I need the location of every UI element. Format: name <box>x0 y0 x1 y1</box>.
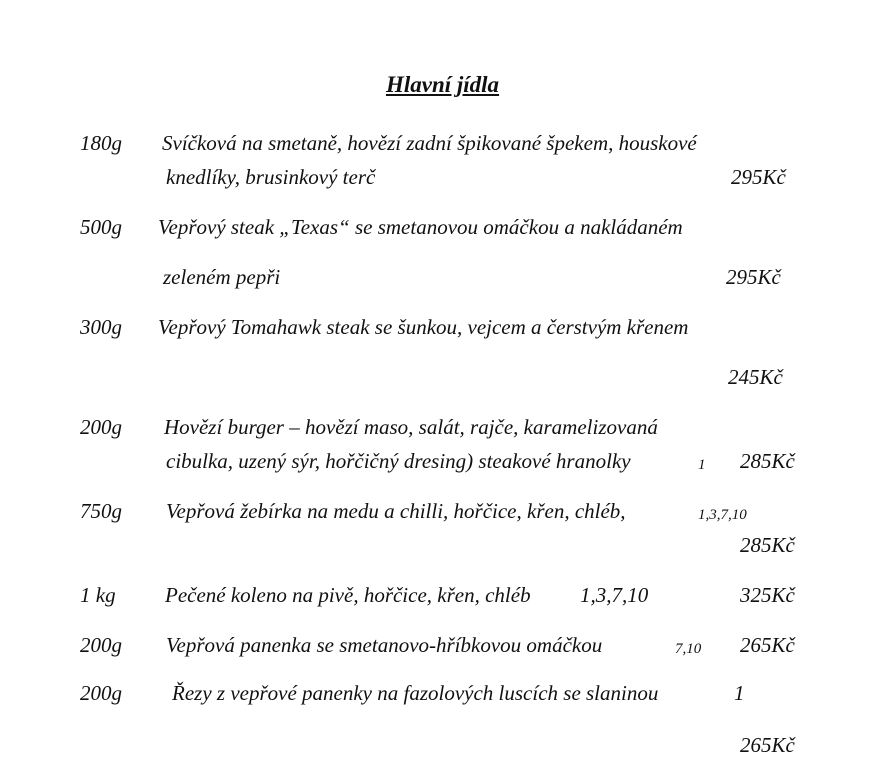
item-weight: 180g <box>80 131 122 155</box>
item-allergens: 1 <box>734 681 745 705</box>
item-weight: 750g <box>80 499 122 523</box>
item-price: 245Kč <box>728 365 783 389</box>
item-weight: 200g <box>80 415 122 439</box>
item-description-line2: knedlíky, brusinkový terč <box>166 165 376 189</box>
item-description-line1: Pečené koleno na pivě, hořčice, křen, chléb <box>165 583 531 607</box>
item-allergens: 1,3,7,10 <box>580 583 649 607</box>
item-allergens: 1,3,7,10 <box>698 507 747 523</box>
item-description-line1: Řezy z vepřové panenky na fazolových luscích se slaninou <box>172 681 659 705</box>
item-weight: 1 kg <box>80 583 116 607</box>
item-description-line1: Vepřová panenka se smetanovo-hříbkovou omáčkou <box>166 633 603 657</box>
item-price: 285Kč <box>740 533 795 557</box>
item-description-line2: cibulka, uzený sýr, hořčičný dresing) steakové hranolky <box>166 449 631 473</box>
item-description-line1: Vepřová žebírka na medu a chilli, hořčice, křen, chléb, <box>166 499 626 523</box>
item-price: 295Kč <box>731 165 786 189</box>
page-title: Hlavní jídla <box>385 72 500 97</box>
item-description-line1: Vepřový steak „Texas“ se smetanovou omáčkou a nakládaném <box>158 215 683 239</box>
item-description-line1: Vepřový Tomahawk steak se šunkou, vejcem a čerstvým křenem <box>158 315 689 339</box>
item-weight: 200g <box>80 681 122 705</box>
item-price: 325Kč <box>740 583 795 607</box>
item-weight: 500g <box>80 215 122 239</box>
item-price: 265Kč <box>740 633 795 657</box>
item-description-line1: Svíčková na smetaně, hovězí zadní špikované špekem, houskové <box>162 131 697 155</box>
item-description-line1: Hovězí burger – hovězí maso, salát, rajče, karamelizovaná <box>164 415 658 439</box>
item-allergens: 1 <box>698 457 706 473</box>
item-price: 285Kč <box>740 449 795 473</box>
item-description-line2: zeleném pepři <box>163 265 281 289</box>
item-price: 295Kč <box>726 265 781 289</box>
item-weight: 300g <box>80 315 122 339</box>
item-allergens: 7,10 <box>675 641 702 657</box>
item-price: 265Kč <box>740 733 795 757</box>
item-weight: 200g <box>80 633 122 657</box>
